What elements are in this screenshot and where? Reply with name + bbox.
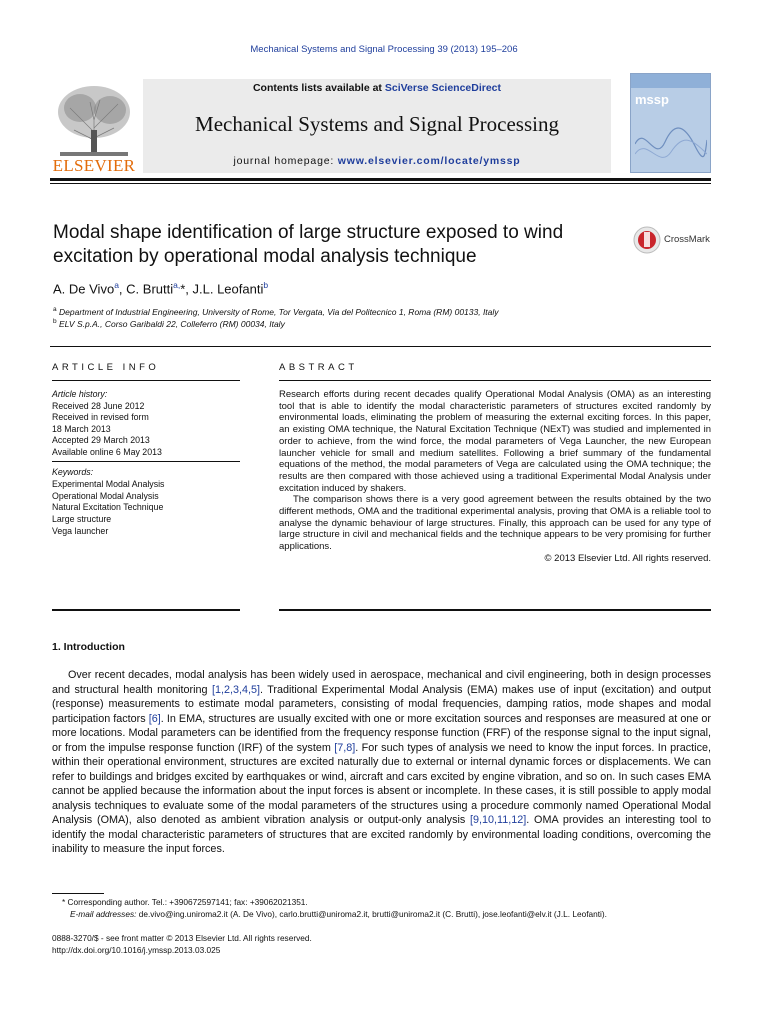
history-label: Article history: xyxy=(52,389,108,399)
author-separator: , xyxy=(118,281,127,297)
email-label: E-mail addresses: xyxy=(70,909,137,919)
corresponding-author-star[interactable]: * xyxy=(180,281,186,297)
article-history xyxy=(52,389,240,458)
introduction-heading: 1. Introduction xyxy=(52,641,125,653)
journal-citation[interactable]: Mechanical Systems and Signal Processing 39 (2013) 195–206 xyxy=(250,44,518,55)
author-affiliation-marker[interactable]: a xyxy=(114,280,119,290)
keyword-item: Natural Excitation Technique xyxy=(52,502,164,513)
header-rule-thin xyxy=(50,183,711,184)
abstract-heading: ABSTRACT xyxy=(279,362,358,373)
intro-text: Over recent decades, modal analysis has been widely used in aerospace, mechanical and civil engineering, both in design processes and structural health monitoring xyxy=(52,669,711,696)
author-affiliation-marker[interactable]: b xyxy=(263,280,269,290)
article-title: Modal shape identification of large structure exposed to wind excitation by operational modal analysis technique xyxy=(53,222,564,267)
cover-artwork-icon xyxy=(635,114,707,170)
crossmark-label[interactable]: CrossMark xyxy=(664,234,710,245)
introduction-paragraph xyxy=(52,668,711,857)
homepage-prefix: journal homepage: xyxy=(233,155,338,167)
section-rule xyxy=(50,346,711,347)
corresponding-author-footnote: * Corresponding author. Tel.: +390672597141; fax: +39062021351. xyxy=(62,897,308,907)
history-item: Available online 6 May 2013 xyxy=(52,446,162,457)
article-info-rule xyxy=(52,380,240,381)
author-name[interactable]: C. Brutti xyxy=(126,281,174,297)
affiliation-b xyxy=(53,318,285,329)
footnote-rule xyxy=(52,893,104,894)
keywords-label: Keywords: xyxy=(52,467,94,477)
author-list xyxy=(53,280,268,296)
history-item: Received in revised form xyxy=(52,412,149,422)
homepage-link[interactable]: www.elsevier.com/locate/ymssp xyxy=(337,155,521,167)
contents-available-line xyxy=(143,82,611,94)
author-name[interactable]: A. De Vivo xyxy=(53,281,115,297)
cover-band xyxy=(631,74,711,88)
header-rule-thick xyxy=(50,178,711,181)
journal-cover-image xyxy=(630,73,711,173)
affiliation-marker: b xyxy=(53,318,57,325)
abstract-body xyxy=(279,389,711,565)
history-item: Received 28 June 2012 xyxy=(52,400,145,411)
contents-prefix: Contents lists available at xyxy=(252,82,385,94)
reference-link[interactable]: [1,2,3,4,5] xyxy=(211,683,260,696)
doi-link[interactable]: http://dx.doi.org/10.1016/j.ymssp.2013.03.025 xyxy=(52,945,221,955)
intro-text: . Traditional Experimental Modal Analysis (EMA) makes use of input (excitation) and output (response) measurements to estimate modal parameters, consisting of modal frequencies, damping ratios, mode shapes and modal participation factors xyxy=(52,683,711,725)
history-item: Accepted 29 March 2013 xyxy=(52,435,150,445)
author-separator: , xyxy=(185,281,193,297)
affiliation-a xyxy=(53,306,499,317)
sciencedirect-link[interactable]: SciVerse ScienceDirect xyxy=(384,82,502,94)
abstract-paragraph: The comparison shows there is a very good agreement between the results obtained by the two different methods, OMA and the traditional experimental analysis, proving that OMA is a reliable tool to analyse the dynamic behaviour of large structures. Finally, this approach can be used for any type of large structure in civil and mechanical fields and the technique appears to be very promising for further applications. xyxy=(279,494,711,553)
abstract-copyright: © 2013 Elsevier Ltd. All rights reserved. xyxy=(544,552,711,564)
email-footnote xyxy=(70,909,710,919)
intro-text: . OMA provides an interesting tool to identify the modal characteristic parameters of structures that are excited randomly by environmental loading conditions, overcoming the inability to measure the input forces. xyxy=(52,814,711,855)
keyword-item: Experimental Modal Analysis xyxy=(52,478,165,489)
abstract-rule xyxy=(279,380,711,381)
affiliation-text: Department of Industrial Engineering, University of Rome, Tor Vergata, Via del Politecnico 1, Roma (RM) 00133, Italy xyxy=(59,306,499,317)
journal-name: Mechanical Systems and Signal Processing xyxy=(195,112,559,136)
affiliation-marker: a xyxy=(53,306,57,313)
abstract-bottom-rule xyxy=(279,609,711,611)
issn-line: 0888-3270/$ - see front matter © 2013 Elsevier Ltd. All rights reserved. xyxy=(52,933,312,943)
history-item: 18 March 2013 xyxy=(52,423,111,434)
keyword-item: Vega launcher xyxy=(52,525,109,536)
keyword-item: Operational Modal Analysis xyxy=(52,490,159,501)
abstract-paragraph: Research efforts during recent decades qualify Operational Modal Analysis (OMA) as an interesting tool that is able to identify the modal characteristic parameters of structures excited randomly by environmental loads, eliminating the problem of measuring the external exciting forces. In this paper, an existing OMA technique, the Natural Excitation Technique (NExT) was studied and implemented in order to achieve, from the wind force, the modal parameters of Vega Launcher, the new European launcher vehicle for small and medium satellites. Following a brief summary of the fundamental equations of the method, the modal parameters of Vega are calculated using the OMA technique; the results are then compared with those achieved using a traditional Experimental Modal Analysis under excitation induced by shakers. xyxy=(279,389,711,494)
article-info-bottom-rule xyxy=(52,609,240,611)
intro-text: . For such types of analysis we need to know the input forces. In practice, within their operational environment, structures are excited naturally due to external or internal dynamic forces or displacements. We can refer to buildings and bridges excited by earthquakes or wind, aircraft and cars excited by engine vibration, and so on. In such cases EMA cannot be applied because the information about the input forces is absent or incomplete. In these cases, it is still possible to apply modal analysis techniques to evaluate some of the modal parameters of the structures using a procedure commonly named Operational Modal Analysis (OMA), also denoted as ambient vibration analysis or output-only analysis xyxy=(52,741,711,826)
reference-link[interactable]: [6] xyxy=(148,712,161,725)
keywords-rule xyxy=(52,461,240,462)
keywords-list xyxy=(52,467,240,538)
author-name[interactable]: J.L. Leofanti xyxy=(192,281,264,297)
author-affiliation-marker[interactable]: a, xyxy=(173,280,181,290)
keyword-item: Large structure xyxy=(52,514,112,525)
reference-link[interactable]: [9,10,11,12] xyxy=(470,814,527,826)
intro-text: . In EMA, structures are usually excited with one or more excitation sources and responses are measured at one or more locations. Modal parameters can be identified from the frequency response function (FRF) of the response signal to the input signal, or from the impulse response function (IRF) of the system xyxy=(52,712,711,754)
affiliation-text: ELV S.p.A., Corso Garibaldi 22, Colleferro (RM) 00034, Italy xyxy=(59,318,285,329)
reference-link[interactable]: [7,8] xyxy=(334,741,356,754)
journal-homepage-line xyxy=(143,155,611,167)
publisher-wordmark: ELSEVIER xyxy=(52,156,136,175)
cover-title: mssp xyxy=(635,92,669,107)
email-addresses[interactable]: de.vivo@ing.uniroma2.it (A. De Vivo), carlo.brutti@uniroma2.it, brutti@uniroma2.it (C. Brutti), jose.leofanti@elv.it (J.L. Leofanti). xyxy=(136,909,607,919)
article-info-heading: ARTICLE INFO xyxy=(52,362,160,373)
